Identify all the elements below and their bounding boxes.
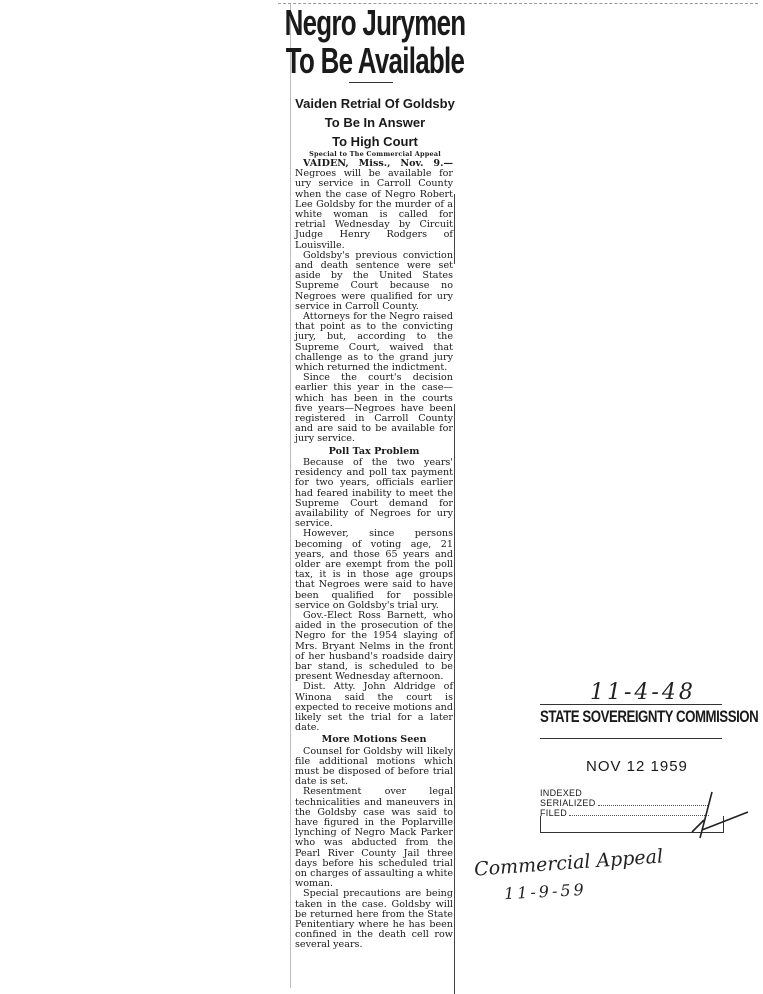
subheadline-deck: [293, 94, 457, 151]
newspaper-clipping: [284, 2, 466, 988]
headline-line-2: To Be Available: [285, 40, 465, 81]
paragraph: Attorneys for the Negro raised that point as to the convicting jury, but, according to the Supreme Court, waived that challenge as to the grand jury which returned the indictment.: [295, 311, 453, 374]
stamp-top-rule: [540, 704, 722, 705]
column-edge-line: [454, 404, 455, 994]
paragraph: Counsel for Goldsby will likely file additional motions which must be disposed of before trial date is set.: [295, 745, 453, 788]
handwritten-check-icon: [690, 790, 750, 840]
paragraph: Because of the two years' residency and poll tax payment for two years, officials earlier had feared inability to meet the Supreme Court demand for availability of Negroes for ury service.: [295, 456, 453, 530]
paragraph: Since the court's decision earlier this year in the case—which has been in the courts five years—Negroes have been registered in Carroll County and are said to be available for jury service.: [295, 372, 453, 445]
stamp-field-indexed: INDEXED: [540, 788, 583, 798]
paragraph: VAIDEN, Miss., Nov. 9.— Negroes will be available for ury service in Carroll County when the case of Negro Robert Lee Goldsby for the murder of a white woman is called for retrial Wednesday by Circuit Judge Henry Rodgers of Louisville.: [295, 158, 453, 251]
paragraph: Goldsby's previous conviction and death sentence were set aside by the United States Supreme Court because no Negroes were qualified for ury service in Carroll County.: [295, 249, 453, 312]
paragraph: Resentment over legal technicalities and maneuvers in the Goldsby case was said to have figured in the Poplarville lynching of Negro Mack Parker who was abducted from the Pearl River County Jail three days before his scheduled trial on charges of assaulting a white woman.: [295, 786, 453, 890]
handwritten-stamp-date: 11-4-48: [590, 680, 696, 705]
deck-line-2: To Be In Answer: [324, 115, 426, 130]
stamp-title-rule: [540, 738, 722, 739]
deck-line-3: To High Court: [332, 134, 418, 149]
handwritten-source: Commercial Appeal: [473, 845, 664, 881]
article-body: [295, 159, 453, 951]
state-sovereignty-stamp: [540, 680, 759, 840]
special-credit: Special to The Commercial Appeal: [309, 150, 441, 158]
handwritten-date: 11-9-59: [503, 879, 588, 904]
subhead-more-motions: More Motions Seen: [321, 734, 427, 746]
headline: [284, 2, 466, 81]
stamp-title: STATE SOVEREIGNTY COMMISSION: [540, 707, 759, 726]
stamp-received-date: NOV 12 1959: [586, 758, 688, 775]
paragraph: Gov.-Elect Ross Barnett, who aided in the prosecution of the Negro for the 1954 slaying of Mrs. Bryant Nelms in the front of her husband's roadside dairy bar stand, is scheduled to be present Wednesday afternoon.: [295, 609, 453, 683]
stamp-field-serialized: SERIALIZED: [540, 798, 708, 808]
deck-line-1: Vaiden Retrial Of Goldsby: [295, 96, 455, 111]
column-edge-line: [454, 194, 455, 264]
subhead-poll-tax: Poll Tax Problem: [328, 445, 420, 457]
paragraph: However, since persons becoming of voting age, 21 years, and those 65 years and older are exempt from the poll tax, it is in those age groups that Negroes were said to have been qualified for possible service on Goldsby's trial ury.: [295, 528, 453, 611]
dateline: VAIDEN, Miss., Nov. 9.—: [303, 158, 453, 169]
headline-line-1: Negro Jurymen: [284, 2, 466, 43]
stamp-field-filed: FILED: [540, 808, 709, 818]
paragraph: Dist. Atty. John Aldridge of Winona said the court is expected to receive motions and likely set the trial for a later date.: [295, 681, 453, 734]
headline-divider: [349, 82, 393, 83]
paragraph: Special precautions are being taken in the case. Goldsby will be returned here from the State Penitentiary where he has been confined in the death cell row several years.: [295, 888, 453, 951]
